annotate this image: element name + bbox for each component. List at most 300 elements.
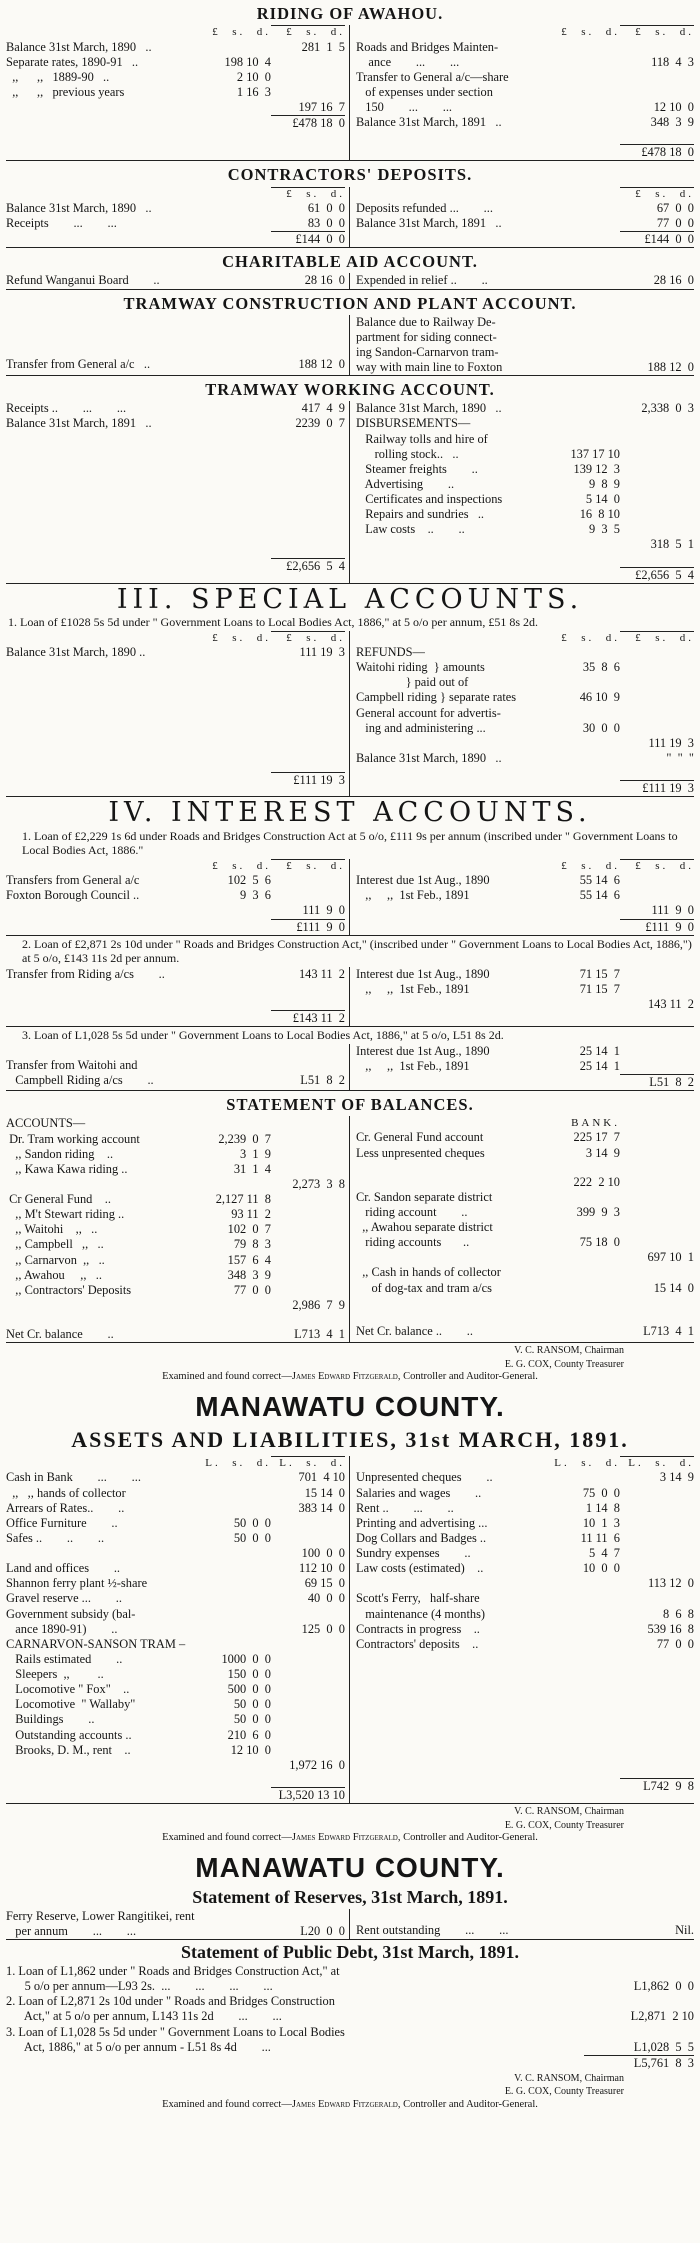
account-tramway-working: [6, 401, 694, 583]
ledger-amount-main: £2,656 5 4: [271, 558, 345, 574]
ledger-label: ing and administering ...: [356, 720, 486, 735]
ledger-amount-sub: L. s. d.: [205, 1456, 271, 1469]
ledger-row: [6, 772, 345, 788]
ledger-amount-sub: 9 3 5: [589, 522, 620, 537]
ledger-label: Balance 31st March, 1890 ..: [6, 200, 152, 215]
ledger-row: [6, 1773, 345, 1787]
ledger-amount-main: 2,273 3 8: [292, 1176, 345, 1191]
ledger-amount-sub: 11 11 6: [580, 1530, 620, 1545]
ledger-amount-main: 77 0 0: [656, 216, 694, 231]
ledger-label: CARNARVON-SANSON TRAM –: [6, 1636, 186, 1651]
ledger-amount-sub: £ s. d.: [561, 859, 620, 872]
ledger-row: [6, 888, 345, 903]
ledger-amount-sub: 3 14 9: [585, 1145, 620, 1160]
ledger-label: ,, ,, 1889-90 ..: [6, 69, 110, 84]
account-debit-side: [6, 315, 350, 376]
ledger-amount-main: 40 0 0: [307, 1591, 345, 1606]
ledger-amount-sub: 5 14 0: [585, 492, 620, 507]
ledger-row: [6, 460, 345, 474]
ledger-row: [6, 474, 345, 488]
ledger-amount-sub: 46 10 9: [579, 690, 620, 705]
ledger-label: Dr. Tram working account: [6, 1131, 140, 1146]
ledger-row: [356, 401, 694, 416]
ledger-amount-sub: 25 14 1: [579, 1043, 620, 1058]
ledger-label: of expenses under section: [356, 84, 493, 99]
ledger-label: ,, Carnarvon ,, ..: [6, 1252, 105, 1267]
ledger-amount-sub: 79 8 3: [233, 1237, 271, 1252]
ledger-row: [356, 55, 694, 70]
ledger-label: Dog Collars and Badges ..: [356, 1530, 487, 1545]
ledger-amount-main: 111 9 0: [651, 903, 694, 918]
account-credit-side: [350, 631, 694, 797]
auditor-note-suffix: , Controller and Auditor-General.: [397, 2098, 538, 2110]
ledger-row: [356, 432, 694, 447]
ledger-row: [6, 502, 345, 516]
auditor-note-prefix: Examined and found correct—: [162, 2098, 292, 2110]
ledger-row: [6, 1162, 345, 1177]
ledger-label: Campbell riding } separate rates: [356, 690, 517, 705]
ledger-row: [6, 996, 345, 1010]
ledger-label: General account for advertis-: [356, 705, 501, 720]
ledger-amount-main: 143 11 2: [298, 966, 345, 981]
ledger-label: Transfer to General a/c—share: [356, 69, 509, 84]
ledger-row: [6, 1222, 345, 1237]
ledger-row: [6, 1132, 345, 1147]
ledger-row: [6, 1207, 345, 1222]
county-title: MANAWATU COUNTY.: [195, 1390, 505, 1422]
ledger-label: ance 1890-91) ..: [6, 1621, 118, 1636]
ledger-row: [6, 1531, 345, 1546]
ledger-label: Unpresented cheques ..: [356, 1470, 493, 1485]
ledger-row: [356, 1750, 694, 1764]
ledger-amount-sub: 30 0 0: [582, 720, 620, 735]
ledger-row: [6, 1652, 345, 1667]
account-credit-side: [350, 187, 694, 248]
ledger-amount-main: 100 0 0: [301, 1546, 345, 1560]
ledger-label: of dog-tax and tram a/cs: [356, 1280, 492, 1295]
ledger-row: [356, 1778, 694, 1794]
ledger-label: } paid out of: [356, 675, 469, 690]
ledger-row: [6, 645, 345, 660]
ledger-amount-sub: 198 10 4: [224, 54, 271, 69]
ledger-label: Railway tolls and hire of: [356, 431, 488, 446]
ledger-label: ,, Sandon riding ..: [6, 1146, 114, 1161]
ledger-row: [356, 1456, 694, 1470]
signature-chairman: V. C. RANSOM, Chairman: [514, 2072, 624, 2084]
ledger-amount-sub: 75 18 0: [579, 1235, 620, 1250]
ledger-row: [6, 329, 345, 343]
public-debt-list: [6, 1964, 694, 2071]
ledger-label: ,, ,, previous years: [6, 84, 125, 99]
auditor-note: [6, 2099, 694, 2112]
ledger-amount-main: £ s. d.: [620, 859, 694, 873]
ledger-row: [356, 462, 694, 477]
ledger-row: [356, 537, 694, 552]
ledger-row: [356, 1250, 694, 1265]
ledger-row: [6, 2009, 694, 2024]
ledger-row: [6, 446, 345, 460]
ledger-row: [356, 1190, 694, 1205]
account-credit-side: [350, 25, 694, 160]
ledger-label: Balance 31st March, 1891 ..: [356, 216, 502, 231]
ledger-amount-sub: 71 15 7: [579, 966, 620, 981]
ledger-row: [356, 997, 694, 1012]
ledger-amount-sub: £ s. d.: [561, 631, 620, 644]
ledger-amount-sub: 102 0 7: [227, 1222, 271, 1237]
account-reserves: [6, 1909, 694, 1940]
ledger-amount-sub: 10 1 3: [582, 1515, 620, 1530]
ledger-row: [356, 919, 694, 935]
account-debit-side: [6, 631, 350, 797]
auditor-note-suffix: , Controller and Auditor-General.: [397, 1371, 538, 1383]
ledger-amount-main: 112 10 0: [298, 1561, 345, 1576]
ledger-row: [6, 660, 345, 674]
ledger-amount-main: L713 4 1: [643, 1323, 694, 1338]
ledger-amount-main: 111 19 3: [648, 735, 694, 750]
ledger-amount-main: L3,520 13 10: [271, 1787, 345, 1803]
ledger-label: ,, ,, 1st Feb., 1891: [356, 888, 470, 903]
ledger-row: [6, 231, 345, 247]
ledger-row: [6, 1058, 345, 1073]
account-credit-side: [350, 1044, 694, 1090]
ledger-amount-sub: 210 6 0: [227, 1727, 271, 1742]
ledger-amount-main: £ s. d.: [620, 631, 694, 645]
ledger-label: Sundry expenses ..: [356, 1546, 471, 1560]
ledger-row: [356, 675, 694, 690]
ledger-row: [6, 1327, 345, 1342]
ledger-label: Receipts ... ...: [6, 216, 117, 231]
ledger-label: Cr General Fund ..: [6, 1192, 111, 1207]
ledger-amount-sub: 55 14 6: [579, 888, 620, 903]
ledger-row: [356, 645, 694, 660]
account-credit-side: [350, 401, 694, 582]
ledger-amount-sub: £ s. d.: [212, 26, 271, 39]
auditor-note: [6, 1832, 694, 1845]
ledger-label: Sleepers ,, ..: [6, 1667, 104, 1681]
ledger-label: Rent .. ... ..: [356, 1500, 454, 1515]
section-title-contractors-deposits: CONTRACTORS' DEPOSITS.: [227, 165, 473, 185]
ledger-row: [356, 522, 694, 537]
ledger-amount-main: 188 12 0: [298, 356, 345, 371]
ledger-amount-sub: 25 14 1: [579, 1059, 620, 1074]
ledger-row: [356, 1296, 694, 1310]
ledger-label: Net Cr. balance .. ..: [356, 1323, 473, 1338]
ledger-row: [6, 903, 345, 918]
ledger-row: [356, 1074, 694, 1090]
ledger-row: [356, 1680, 694, 1694]
account-debit-side: [6, 25, 350, 160]
ledger-row: [356, 1516, 694, 1531]
ledger-row: [6, 716, 345, 730]
ledger-amount-sub: 77 0 0: [233, 1282, 271, 1297]
ledger-row: [6, 1486, 345, 1501]
ledger-row: [6, 730, 345, 744]
ledger-row: [6, 1010, 345, 1026]
ledger-row: [356, 1591, 694, 1606]
ledger-amount-main: L51 8 2: [300, 1073, 345, 1088]
ledger-row: [6, 40, 345, 55]
ledger-row: [356, 1607, 694, 1622]
ledger-label: maintenance (4 months): [356, 1606, 486, 1621]
ledger-amount-sub: 2 10 0: [236, 69, 271, 84]
loan-note-1: 1. Loan of £2,229 1s 6d under Roads and Bridges Construction Act at 5 o/o, £111 9s per annum (inscribed under " Government Loans to Local Bodies Act, 1886.": [22, 828, 678, 858]
ledger-amount-main: 67 0 0: [656, 200, 694, 215]
account-credit-side: [350, 1116, 694, 1342]
ledger-amount-sub: 50 0 0: [233, 1515, 271, 1530]
ledger-row: [356, 100, 694, 115]
ledger-label: Separate rates, 1890-91 ..: [6, 54, 139, 69]
ledger-row: [6, 115, 345, 131]
signature-treasurer: E. G. COX, County Treasurer: [504, 1358, 624, 1370]
ledger-label: Salaries and wages ..: [356, 1485, 482, 1500]
ledger-row: [356, 1044, 694, 1059]
ledger-amount-main: 143 11 2: [647, 997, 694, 1012]
ledger-row: [6, 688, 345, 702]
ledger-row: [356, 1531, 694, 1546]
ledger-row: [6, 25, 345, 39]
ledger-amount-sub: 5 4 7: [589, 1546, 620, 1560]
ledger-label: 2. Loan of L2,871 2s 10d under " Roads and Bridges Construction: [6, 1994, 335, 2009]
ledger-label: Expended in relief .. ..: [356, 273, 488, 288]
ledger-amount-main: 2239 0 7: [295, 416, 345, 431]
signature-treasurer: E. G. COX, County Treasurer: [504, 1819, 624, 1831]
ledger-label: ,, ,, hands of collector: [6, 1485, 126, 1500]
ledger-row: [356, 85, 694, 100]
ledger-label: REFUNDS—: [356, 645, 425, 660]
ledger-row: [6, 1561, 345, 1576]
ledger-amount-sub: £ s. d.: [561, 26, 620, 39]
account-assets-liabilities: [6, 1456, 694, 1804]
ledger-row: [6, 1964, 694, 1979]
account-debit-side: [6, 859, 350, 935]
ledger-row: [356, 903, 694, 918]
ledger-label: Waitohi riding } amounts: [356, 660, 485, 675]
ledger-row: [356, 1324, 694, 1339]
ledger-label: Locomotive " Fox" ..: [6, 1682, 130, 1697]
ledger-amount-sub: 102 5 6: [227, 873, 271, 888]
ledger-row: [356, 721, 694, 736]
ledger-row: [356, 1220, 694, 1235]
ledger-label: Balance due to Railway De-: [356, 314, 496, 329]
ledger-row: [6, 100, 345, 115]
ledger-row: [6, 1576, 345, 1591]
ledger-amount-main: " " ": [666, 750, 694, 765]
ledger-row: [356, 330, 694, 345]
ledger-row: [6, 201, 345, 216]
ledger-row: [6, 1924, 345, 1939]
ledger-row: [356, 1722, 694, 1736]
ledger-label: Transfer from General a/c ..: [6, 356, 151, 371]
ledger-row: [356, 507, 694, 522]
ledger-amount-sub: 12 10 0: [230, 1742, 271, 1757]
ledger-row: [356, 1764, 694, 1778]
account-credit-side: [350, 967, 694, 1026]
ledger-row: [6, 1743, 345, 1758]
ledger-amount-main: £ s. d.: [271, 25, 345, 39]
ledger-label: ,, Kawa Kawa riding ..: [6, 1161, 128, 1176]
ledger-row: [356, 1059, 694, 1074]
ledger-label: Receipts .. ... ...: [6, 401, 127, 416]
ledger-row: [356, 115, 694, 130]
ledger-row: [6, 1697, 345, 1712]
ledger-amount-main: 8 6 8: [663, 1606, 694, 1621]
ledger-amount-main: 188 12 0: [647, 360, 694, 375]
ledger-amount-main: £478 18 0: [271, 115, 345, 131]
ledger-label: rolling stock.. ..: [356, 446, 459, 461]
signature-chairman: V. C. RANSOM, Chairman: [514, 1806, 624, 1817]
ledger-row: [6, 187, 345, 201]
ledger-label: Less unpresented cheques: [356, 1145, 485, 1160]
ledger-amount-main: L5,761 8 3: [584, 2055, 694, 2071]
section-title-interest-accounts: IV. INTEREST ACCOUNTS.: [108, 797, 592, 829]
ledger-amount-sub: 9 3 6: [240, 888, 271, 903]
ledger-amount-sub: 348 3 9: [227, 1267, 271, 1282]
ledger-amount-sub: 139 12 3: [573, 461, 620, 476]
ledger-row: [356, 315, 694, 330]
ledger-label: Outstanding accounts ..: [6, 1727, 132, 1742]
ledger-label: ,, ,, 1st Feb., 1891: [356, 982, 470, 997]
ledger-amount-sub: 150 0 0: [227, 1667, 271, 1681]
ledger-label: Cash in Bank ... ...: [6, 1470, 141, 1485]
ledger-amount-main: 701 4 10: [298, 1470, 345, 1485]
ledger-row: [6, 1177, 345, 1192]
ledger-amount-main: 77 0 0: [656, 1636, 694, 1651]
ledger-amount-main: 61 0 0: [307, 200, 345, 215]
account-interest-1: [6, 859, 694, 936]
ledger-row: [356, 1736, 694, 1750]
account-tramway-construction: [6, 315, 694, 377]
ledger-row: [356, 1281, 694, 1296]
ledger-label: Balance 31st March, 1891 ..: [356, 115, 502, 130]
ledger-label: Office Furniture ..: [6, 1515, 118, 1530]
ledger-amount-main: L742 9 8: [620, 1778, 694, 1794]
ledger-amount-main: 2,986 7 9: [292, 1297, 345, 1312]
ledger-amount-sub: 3 1 9: [240, 1146, 271, 1161]
ledger-label: way with main line to Foxton: [356, 360, 503, 375]
ledger-row: [6, 1728, 345, 1743]
ledger-row: [6, 488, 345, 502]
ledger-row: [6, 1283, 345, 1298]
ledger-label: Interest due 1st Aug., 1890: [356, 966, 490, 981]
loan-note: 1. Loan of £1028 5s 5d under " Government Loans to Local Bodies Act, 1886," at 5 o/o per annum, £51 8s 2d.: [8, 615, 539, 630]
ledger-amount-sub: 75 0 0: [582, 1485, 620, 1500]
ledger-amount-sub: 222 2 10: [573, 1174, 620, 1189]
ledger-amount-main: 118 4 3: [651, 54, 694, 69]
ledger-amount-main: 15 14 0: [653, 1280, 694, 1295]
ledger-amount-sub: L. s. d.: [554, 1456, 620, 1469]
ledger-row: [356, 751, 694, 766]
ledger-label: Act, 1886," at 5 o/o per annum - L51 8s 4d ...: [6, 2039, 271, 2054]
account-contractors-deposits: [6, 187, 694, 249]
ledger-row: [356, 888, 694, 903]
ledger-row: [6, 873, 345, 888]
ledger-amount-main: 348 3 9: [650, 115, 694, 130]
ledger-row: [356, 1175, 694, 1190]
ledger-row: [6, 273, 345, 288]
ledger-row: [356, 1909, 694, 1923]
liabilities-side: [350, 1456, 694, 1803]
ledger-label: Balance 31st March, 1890 ..: [6, 645, 146, 660]
ledger-label: riding accounts ..: [356, 1235, 470, 1250]
section-title-tramway-working: TRAMWAY WORKING ACCOUNT.: [205, 380, 495, 400]
ledger-row: [6, 216, 345, 231]
assets-side: [6, 1456, 350, 1803]
ledger-label: Cr. Sandon separate district: [356, 1189, 493, 1204]
ledger-amount-main: 539 16 8: [647, 1621, 694, 1636]
ledger-amount-sub: 16 8 10: [579, 507, 620, 522]
ledger-row: [356, 1576, 694, 1591]
ledger-label: Interest due 1st Aug., 1890: [356, 1043, 490, 1058]
ledger-label: ,, M't Stewart riding ..: [6, 1207, 125, 1222]
ledger-row: [6, 70, 345, 85]
ledger-label: Locomotive " Wallaby": [6, 1697, 136, 1712]
ledger-label: partment for siding connect-: [356, 329, 497, 344]
ledger-amount-main: 697 10 1: [647, 1250, 694, 1265]
ledger-row: [6, 1116, 345, 1131]
ledger-row: [356, 660, 694, 675]
section-title-balances: STATEMENT OF BALANCES.: [226, 1095, 474, 1115]
ledger-row: [356, 967, 694, 982]
ledger-amount-sub: 2,127 11 8: [215, 1192, 271, 1207]
ledger-label: Transfers from General a/c: [6, 873, 140, 888]
ledger-label: Balance 31st March, 1890 ..: [356, 401, 502, 416]
ledger-amount-main: 113 12 0: [647, 1576, 694, 1591]
auditor-note-prefix: Examined and found correct—: [162, 1832, 292, 1843]
ledger-amount-main: £2,656 5 4: [620, 567, 694, 583]
ledger-label: Campbell Riding a/cs ..: [6, 1073, 154, 1088]
ledger-label: Scott's Ferry, half-share: [356, 1591, 480, 1606]
ledger-label: Buildings ..: [6, 1712, 95, 1727]
auditor-note: [6, 1371, 694, 1384]
ledger-row: [6, 1147, 345, 1162]
signature-treasurer: E. G. COX, County Treasurer: [504, 2086, 624, 2098]
auditor-name: James Edward Fitzgerald: [291, 1371, 398, 1383]
ledger-row: [356, 1310, 694, 1324]
auditor-note-prefix: Examined and found correct—: [162, 1371, 292, 1383]
ledger-amount-main: L1,028 5 5: [633, 2039, 694, 2054]
section-title-charitable-aid: CHARITABLE AID ACCOUNT.: [222, 252, 478, 272]
ledger-label: riding account ..: [356, 1204, 468, 1219]
reserves-right: [350, 1909, 694, 1939]
ledger-row: [6, 674, 345, 688]
ledger-row: [356, 130, 694, 144]
section-title-tramway-construction: TRAMWAY CONSTRUCTION AND PLANT ACCOUNT.: [123, 293, 577, 313]
ledger-row: [356, 1012, 694, 1026]
ledger-label: Cr. General Fund account: [356, 1130, 484, 1145]
ledger-amount-sub: £ s. d.: [212, 631, 271, 644]
ledger-row: [356, 492, 694, 507]
ledger-row: [356, 1561, 694, 1576]
ledger-label: Safes .. .. ..: [6, 1530, 105, 1545]
ledger-amount-main: £ s. d.: [271, 187, 345, 201]
ledger-amount-main: £ s. d.: [620, 187, 694, 201]
ledger-row: [356, 780, 694, 796]
section-title-riding-awahou: RIDING OF AWAHOU.: [256, 4, 444, 23]
ledger-label: Roads and Bridges Mainten-: [356, 39, 499, 54]
ledger-label: ance ... ...: [356, 54, 460, 69]
ledger-row: [6, 1667, 345, 1682]
ledger-amount-sub: 137 17 10: [570, 446, 620, 461]
ledger-row: [6, 1909, 345, 1924]
ledger-row: [6, 1456, 345, 1470]
ledger-amount-main: L. s. d.: [271, 1456, 345, 1470]
ledger-row: [356, 1708, 694, 1722]
ledger-amount-main: 83 0 0: [307, 216, 345, 231]
ledger-row: [356, 1205, 694, 1220]
ledger-amount-main: 2,338 0 3: [641, 401, 694, 416]
ledger-row: [6, 1591, 345, 1606]
ledger-amount-main: L. s. d.: [620, 1456, 694, 1470]
